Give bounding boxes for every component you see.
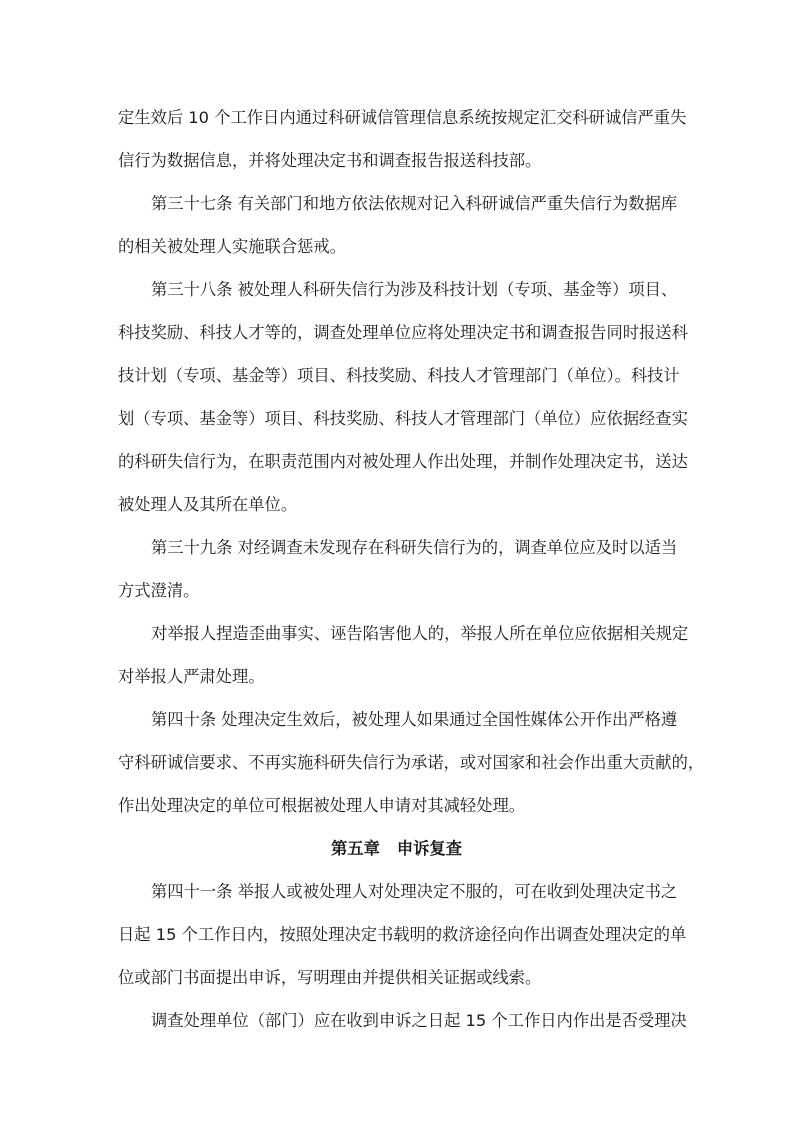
- text-line: 的相关被处理人实施联合惩戒。: [118, 237, 346, 256]
- text-line: 方式澄清。: [118, 581, 200, 600]
- text-line: 日起 15 个工作日内，按照处理决定书载明的救济途径向作出调查处理决定的单: [118, 925, 687, 944]
- text-line: 信行为数据信息，并将处理决定书和调查报告报送科技部。: [118, 151, 542, 170]
- text-line: 守科研诚信要求、不再实施科研失信行为承诺，或对国家和社会作出重大贡献的，: [118, 753, 705, 772]
- text-line: 被处理人及其所在单位。: [118, 495, 298, 514]
- article-41-line: 第四十一条 举报人或被处理人对处理决定不服的，可在收到处理决定书之: [151, 882, 678, 901]
- text-line: 位或部门书面提出申诉，写明理由并提供相关证据或线索。: [118, 968, 542, 987]
- article-40-line: 第四十条 处理决定生效后，被处理人如果通过全国性媒体公开作出严格遵: [151, 710, 678, 729]
- text-line: 作出处理决定的单位可根据被处理人申请对其减轻处理。: [118, 796, 526, 815]
- paragraph-first-line: 调查处理单位（部门）应在收到申诉之日起 15 个工作日内作出是否受理决: [151, 1011, 687, 1030]
- chapter-heading: 第五章 申诉复查: [331, 839, 462, 858]
- paragraph-first-line: 对举报人捏造歪曲事实、诬告陷害他人的，举报人所在单位应依据相关规定: [151, 624, 689, 643]
- text-line: 的科研失信行为，在职责范围内对被处理人作出处理，并制作处理决定书，送达: [118, 452, 688, 471]
- text-line: 技计划（专项、基金等）项目、科技奖励、科技人才管理部门（单位）。科技计: [118, 366, 680, 385]
- text-line: 科技奖励、科技人才等的，调查处理单位应将处理决定书和调查报告同时报送科: [118, 323, 688, 342]
- article-37-line: 第三十七条 有关部门和地方依法依规对记入科研诚信严重失信行为数据库: [151, 194, 678, 213]
- text-line: 对举报人严肃处理。: [118, 667, 265, 686]
- article-38-line: 第三十八条 被处理人科研失信行为涉及科技计划（专项、基金等）项目、: [151, 280, 678, 299]
- article-39-line: 第三十九条 对经调查未发现存在科研失信行为的，调查单位应及时以适当: [151, 538, 678, 557]
- text-line: 定生效后 10 个工作日内通过科研诚信管理信息系统按规定汇交科研诚信严重失: [118, 108, 687, 127]
- text-line: 划（专项、基金等）项目、科技奖励、科技人才管理部门（单位）应依据经查实: [118, 409, 688, 428]
